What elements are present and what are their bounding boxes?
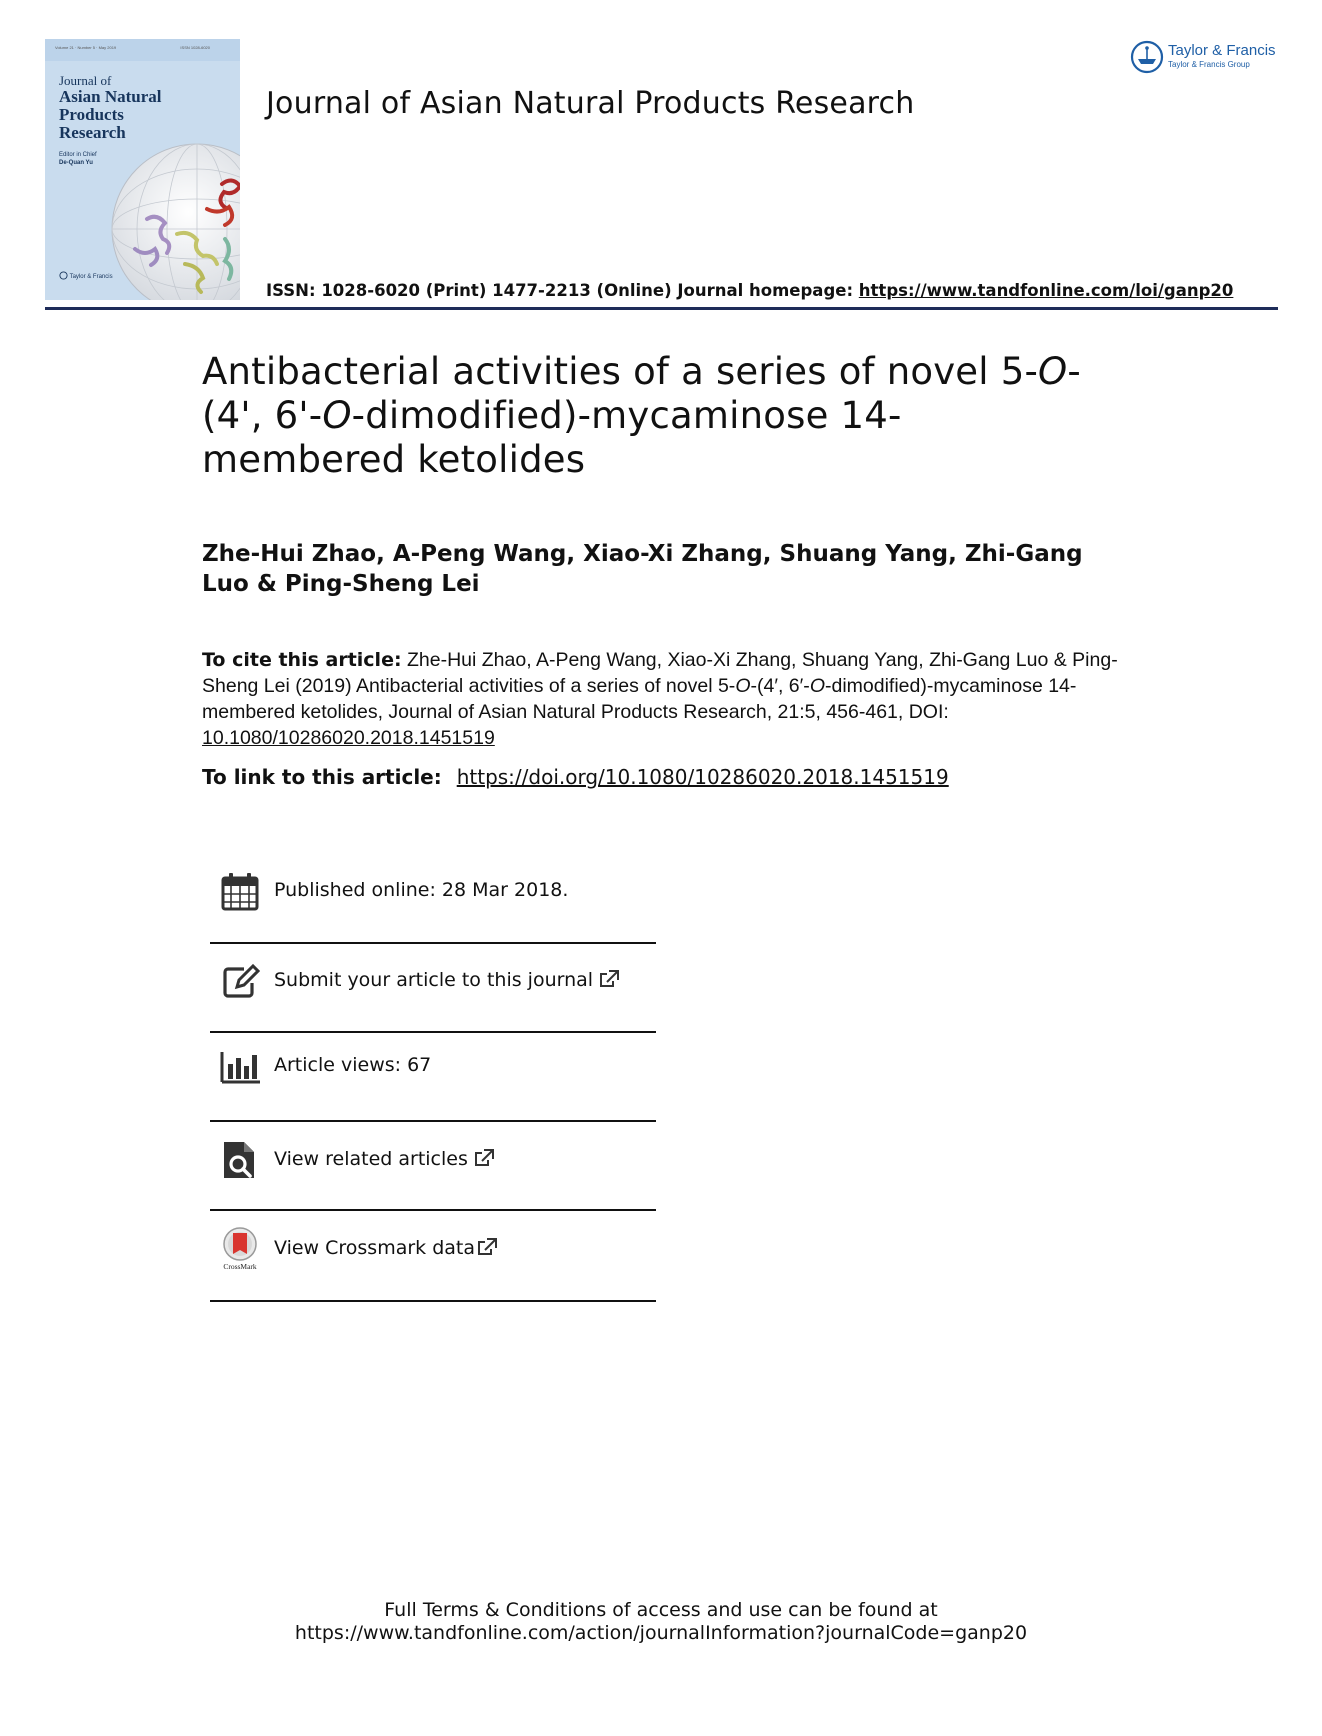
header-divider <box>45 307 1278 310</box>
publisher-logo[interactable] <box>1128 38 1288 78</box>
info-divider <box>210 1209 656 1211</box>
citation-text: -(4′, 6′- <box>750 675 810 697</box>
external-link-icon <box>599 970 619 988</box>
info-divider <box>210 942 656 944</box>
submit-article-row[interactable] <box>210 951 656 1011</box>
citation-block <box>202 647 1122 751</box>
edit-icon <box>220 961 260 1001</box>
cover-publisher-name: Taylor & Francis <box>69 274 113 280</box>
citation-label: To cite this article: <box>202 649 402 671</box>
cover-issn-text: ISSN 1028-6020 <box>180 45 210 50</box>
journal-title: Journal of Asian Natural Products Research <box>266 86 915 121</box>
article-doi-url-link[interactable]: https://doi.org/10.1080/10286020.2018.1451519 <box>456 765 949 789</box>
journal-homepage-link[interactable]: https://www.tandfonline.com/loi/ganp20 <box>858 281 1234 300</box>
published-online-row <box>210 861 656 921</box>
citation-text: Zhe-Hui Zhao, A-Peng Wang, Xiao-Xi Zhang, Shuang Yang, Zhi-Gang Luo & Ping-Sheng Lei (2019) Antibacterial activities of a series of novel 5- <box>202 649 1118 697</box>
cover-title-small: Journal of <box>59 73 112 88</box>
article-title <box>202 350 1102 482</box>
info-divider <box>210 1300 656 1302</box>
cover-volume-text: Volume 21 · Number 5 · May 2019 <box>55 45 117 50</box>
cover-editor-name: De-Quan Yu <box>59 160 93 166</box>
crossmark-link[interactable] <box>274 1237 497 1259</box>
info-divider <box>210 1120 656 1122</box>
issn-line <box>266 281 1233 300</box>
cover-molecule-globe-illustration <box>107 139 240 300</box>
calendar-icon <box>220 871 260 911</box>
article-title-text: -(4', 6'- <box>202 350 1081 437</box>
article-title-italic: O <box>322 394 352 437</box>
publisher-name: Taylor & Francis <box>1168 42 1276 59</box>
bar-chart-icon <box>220 1046 260 1086</box>
crossmark-row[interactable] <box>210 1219 656 1279</box>
issn-text: ISSN: 1028-6020 (Print) 1477-2213 (Online) Journal homepage: <box>266 281 859 300</box>
publisher-logo-icon <box>1130 40 1164 74</box>
crossmark-data-label: View Crossmark data <box>274 1237 476 1259</box>
article-views-text: Article views: 67 <box>274 1054 432 1076</box>
submit-article-link[interactable] <box>274 969 619 991</box>
submit-article-label: Submit your article to this journal <box>274 969 594 991</box>
cover-title-line: Research <box>59 123 126 142</box>
related-articles-label: View related articles <box>274 1148 468 1170</box>
related-articles-row[interactable] <box>210 1130 656 1190</box>
terms-footer-url[interactable]: https://www.tandfonline.com/action/journalInformation?journalCode=ganp20 <box>294 1622 1028 1644</box>
article-link-line <box>202 764 1122 790</box>
cover-title <box>59 74 169 142</box>
citation-text: -dimodified)-mycaminose 14-membered ketolides, Journal of Asian Natural Products Research, 21:5, 456-461, DOI: <box>202 675 1077 723</box>
crossmark-label: CrossMark <box>223 1262 257 1271</box>
related-articles-link[interactable] <box>274 1148 494 1170</box>
cover-publisher-icon <box>59 271 68 280</box>
cover-title-line: Asian Natural <box>59 87 162 106</box>
terms-footer <box>0 1599 1322 1645</box>
article-title-text: -dimodified)-mycaminose 14-membered ketolides <box>202 394 902 481</box>
doi-link[interactable]: 10.1080/10286020.2018.1451519 <box>202 727 495 749</box>
article-title-italic: O <box>1038 350 1068 393</box>
citation-italic: O <box>809 675 825 697</box>
terms-footer-line: Full Terms & Conditions of access and use can be found at <box>384 1599 938 1621</box>
article-link-label: To link to this article: <box>202 765 449 789</box>
article-title-text: Antibacterial activities of a series of novel 5- <box>202 350 1038 393</box>
crossmark-icon <box>220 1227 260 1271</box>
publisher-group: Taylor & Francis Group <box>1168 60 1250 69</box>
journal-cover-image <box>45 39 240 300</box>
external-link-icon <box>477 1238 497 1256</box>
document-search-icon <box>220 1140 260 1180</box>
cover-editor <box>59 151 97 167</box>
info-divider <box>210 1031 656 1033</box>
citation-italic: O <box>735 675 751 697</box>
article-authors: Zhe-Hui Zhao, A-Peng Wang, Xiao-Xi Zhang, Shuang Yang, Zhi-Gang Luo & Ping-Sheng Lei <box>202 541 1083 597</box>
article-views-row <box>210 1036 656 1096</box>
external-link-icon <box>474 1149 494 1167</box>
cover-editor-label: Editor in Chief <box>59 152 97 158</box>
cover-publisher-logo <box>59 271 113 280</box>
cover-title-line: Products <box>59 105 124 124</box>
cover-header-strip <box>45 39 240 61</box>
published-online-text: Published online: 28 Mar 2018. <box>274 879 569 901</box>
